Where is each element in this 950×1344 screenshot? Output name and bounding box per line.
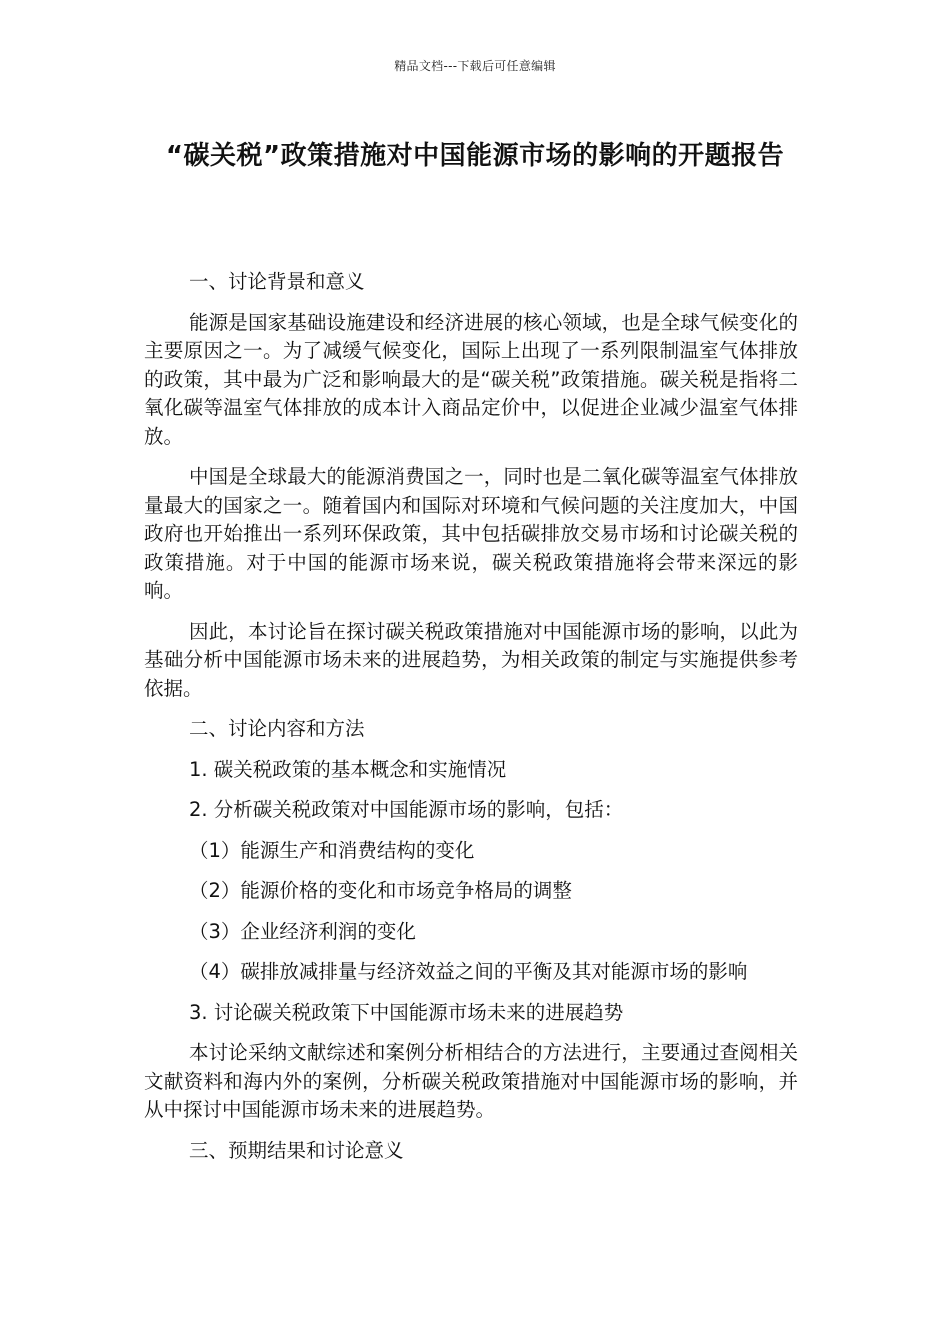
section-heading-expected-results: 三、预期结果和讨论意义: [189, 1138, 404, 1162]
paragraph-energy-intro: 能源是国家基础设施建设和经济进展的核心领域，也是全球气候变化的主要原因之一。为了减缓气候变化，国际上出现了一系列限制温室气体排放的政策，其中最为广泛和影响最大的是“碳关税”政策措施。碳关税是指将二氧化碳等温室气体排放的成本计入商品定价中，以促进企业减少温室气体排放。: [144, 310, 798, 448]
sub-list-item: （1）能源生产和消费结构的变化: [189, 838, 475, 862]
sub-list-item: （2）能源价格的变化和市场竞争格局的调整: [189, 879, 572, 902]
list-item: 1. 碳关税政策的基本概念和实施情况: [189, 757, 507, 781]
paragraph-purpose: 因此，本讨论旨在探讨碳关税政策措施对中国能源市场的影响，以此为基础分析中国能源市场未来的进展趋势，为相关政策的制定与实施提供参考依据。: [144, 619, 798, 700]
paragraph-method: 本讨论采纳文献综述和案例分析相结合的方法进行，主要通过查阅相关文献资料和海内外的案例，分析碳关税政策措施对中国能源市场的影响，并从中探讨中国能源市场未来的进展趋势。: [144, 1041, 798, 1121]
document-title: “碳关税”政策措施对中国能源市场的影响的开题报告: [165, 141, 785, 171]
header-note: 精品文档---下载后可任意编辑: [394, 59, 556, 73]
list-item: 3. 讨论碳关税政策下中国能源市场未来的进展趋势: [189, 1000, 624, 1024]
section-heading-content-method: 二、讨论内容和方法: [189, 717, 365, 740]
list-item: 2. 分析碳关税政策对中国能源市场的影响，包括：: [189, 798, 624, 821]
paragraph-china-context: 中国是全球最大的能源消费国之一，同时也是二氧化碳等温室气体排放量最大的国家之一。随着国内和国际对环境和气候问题的关注度加大，中国政府也开始推出一系列环保政策，其中包括碳排放交易市场和讨论碳关税的政策措施。对于中国的能源市场来说，碳关税政策措施将会带来深远的影响。: [144, 465, 798, 602]
document-body: [144, 268, 798, 1177]
sub-list-item: （3）企业经济利润的变化: [189, 919, 416, 943]
sub-list-item: （4）碳排放减排量与经济效益之间的平衡及其对能源市场的影响: [189, 960, 748, 983]
section-heading-background: 一、讨论背景和意义: [189, 270, 365, 293]
